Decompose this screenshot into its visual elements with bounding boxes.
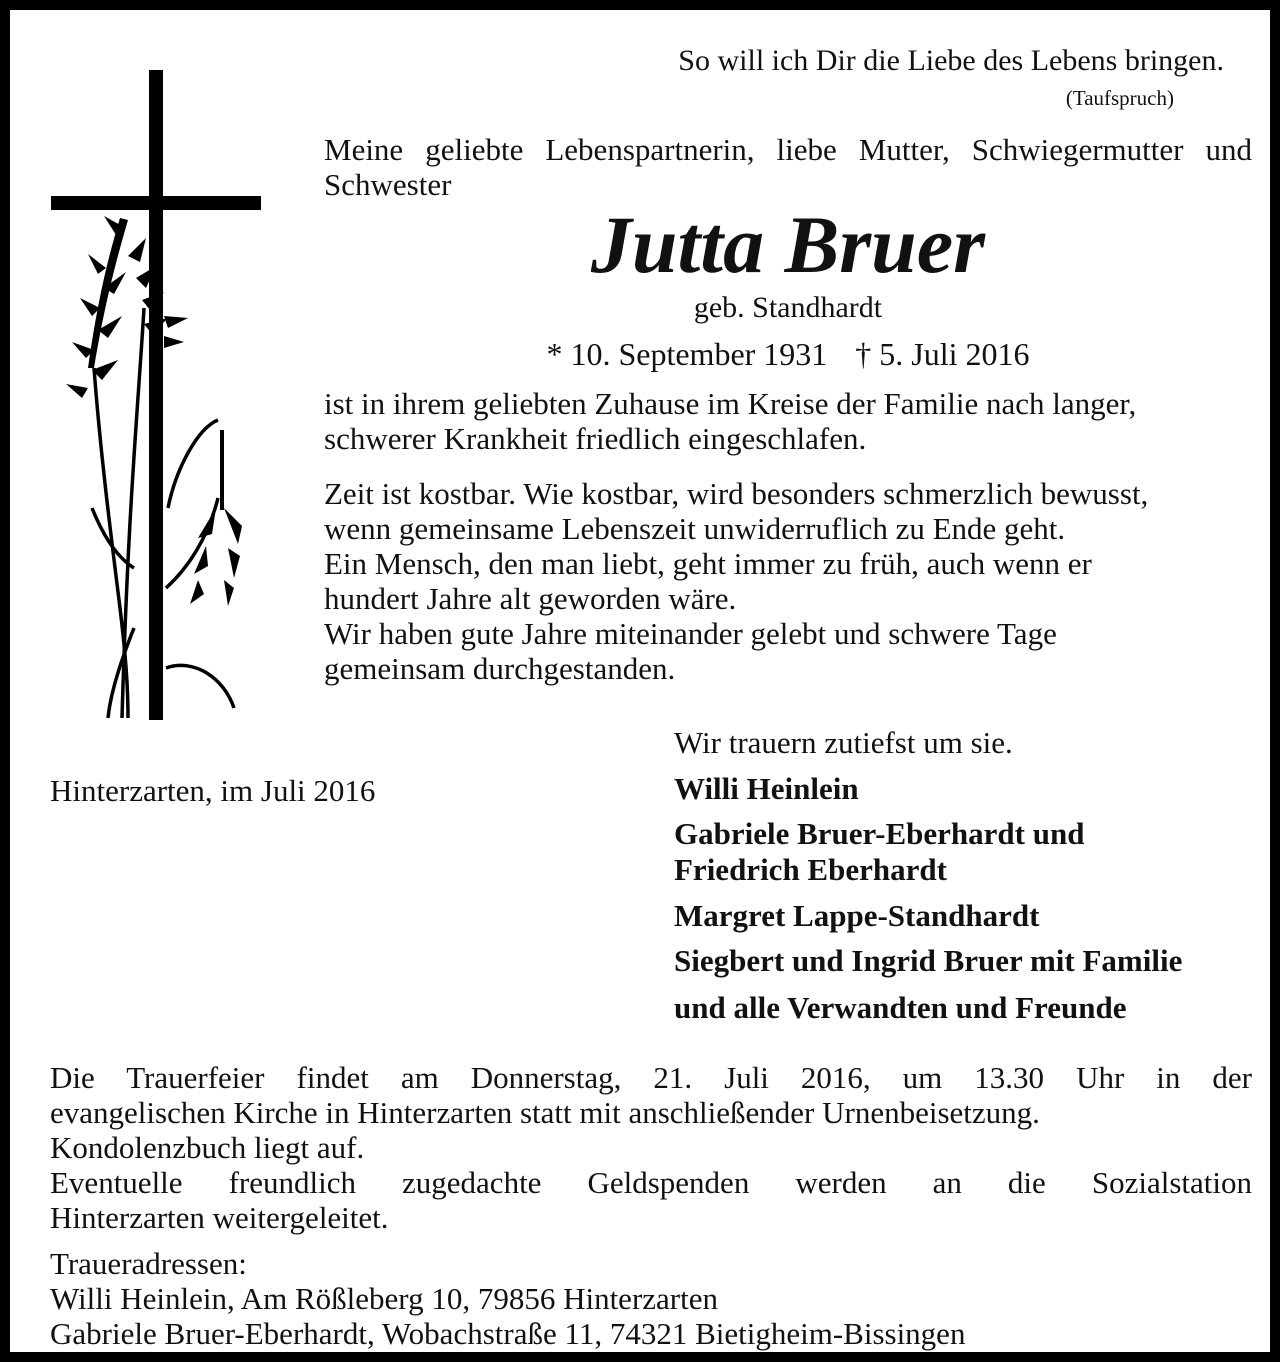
reflection-line: wenn gemeinsame Lebenszeit unwiderruflich zu Ende geht. (324, 511, 1066, 546)
funeral-line: Eventuelle freundlich zugedachte Geldspenden werden an die Sozialstation (50, 1165, 1252, 1200)
motto-source: (Taufspruch) (1065, 86, 1174, 110)
funeral-line: Hinterzarten weitergeleitet. (50, 1200, 389, 1235)
addresses-heading: Traueradressen: (50, 1246, 247, 1281)
family-member: Margret Lappe-Standhardt (674, 898, 1040, 933)
family-member: Gabriele Bruer-Eberhardt und Friedrich Eberhardt (674, 816, 1085, 887)
place-date: Hinterzarten, im Juli 2016 (50, 773, 376, 808)
reflection-line: Zeit ist kostbar. Wie kostbar, wird besonders schmerzlich bewusst, (324, 476, 1149, 511)
reflection-line: gemeinsam durchgestanden. (324, 651, 676, 686)
reflection-line: hundert Jahre alt geworden wäre. (324, 581, 737, 616)
intro-text: Meine geliebte Lebenspartnerin, liebe Mutter, Schwiegermutter und Schwester (324, 132, 1252, 202)
mourning-addresses (50, 1246, 1252, 1351)
funeral-line: Die Trauerfeier findet am Donnerstag, 21. Juli 2016, um 13.30 Uhr in der (50, 1060, 1252, 1095)
funeral-line: Kondolenzbuch liegt auf. (50, 1130, 365, 1165)
address-line: Gabriele Bruer-Eberhardt, Wobachstraße 11, 74321 Bietigheim-Bissingen (50, 1316, 966, 1351)
family-member: Willi Heinlein (674, 771, 859, 806)
funeral-line: evangelischen Kirche in Hinterzarten statt mit anschließender Urnenbeisetzung. (50, 1095, 1040, 1130)
reflection-line: Ein Mensch, den man liebt, geht immer zu früh, auch wenn er (324, 546, 1092, 581)
reflection-paragraph (324, 476, 1252, 686)
funeral-info (50, 1060, 1252, 1235)
birth-date: * 10. September 1931 (546, 336, 828, 372)
reflection-line: Wir haben gute Jahre miteinander gelebt und schwere Tage (324, 616, 1057, 651)
motto: So will ich Dir die Liebe des Lebens bringen. (678, 44, 1224, 77)
mourning-line: Wir trauern zutiefst um sie. (674, 725, 1013, 760)
death-date: † 5. Juli 2016 (855, 336, 1030, 372)
cross-with-grasses-icon (48, 68, 268, 728)
deceased-name: Jutta Bruer (590, 199, 986, 290)
birth-name: geb. Standhardt (693, 291, 883, 324)
life-dates (324, 334, 1252, 374)
passing-paragraph: ist in ihrem geliebten Zuhause im Kreise der Familie nach langer, schwerer Krankheit friedlich eingeschlafen. (324, 386, 1137, 456)
family-member: und alle Verwandten und Freunde (674, 990, 1127, 1025)
family-member: Siegbert und Ingrid Bruer mit Familie (674, 943, 1183, 978)
address-line: Willi Heinlein, Am Rößleberg 10, 79856 Hinterzarten (50, 1281, 718, 1316)
